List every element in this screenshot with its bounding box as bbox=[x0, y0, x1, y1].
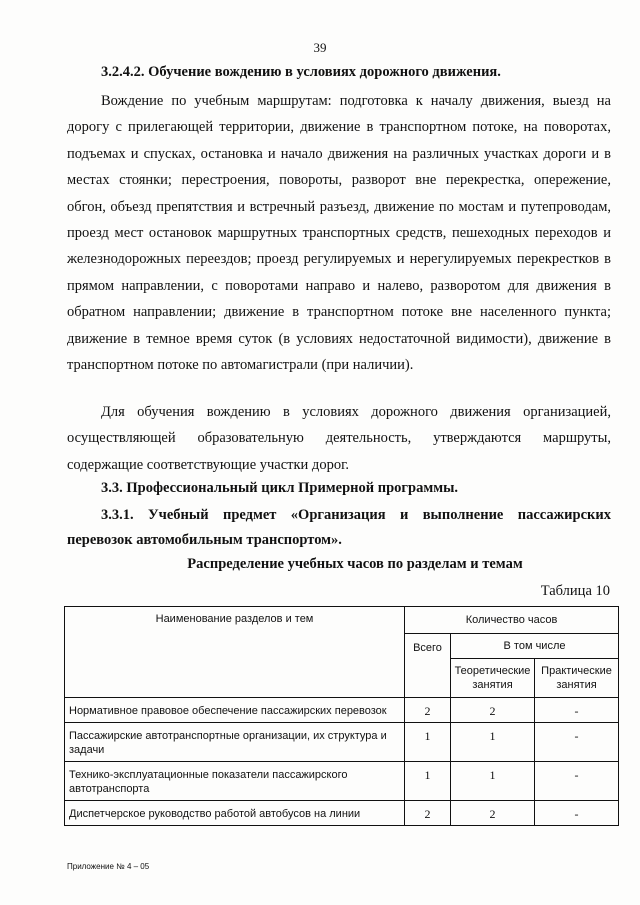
row-total: 1 bbox=[405, 723, 451, 762]
row-name: Пассажирские автотранспортные организации, их структура и задачи bbox=[65, 723, 405, 762]
row-practice: - bbox=[535, 801, 619, 826]
header-including: В том числе bbox=[451, 634, 619, 659]
row-theory: 2 bbox=[451, 698, 535, 723]
paragraph-route-approval: Для обучения вождению в условиях дорожного движения организацией, осуществляющей образовательную деятельность, утверждаются маршруты, содержащие соответствующие участки дорог. bbox=[67, 404, 611, 473]
paragraph-driving-routes: Вождение по учебным маршрутам: подготовка к началу движения, выезд на дорогу с прилегающей территории, движение в транспортном потоке, на поворотах, подъемах и спусках, остановка и начало движения на различных участках дороги и в местах стоянки; перестроения, повороты, разворот вне перекрестка, опережение, обгон, объезд препятствия и встречный разъезд, движение по мостам и путепроводам, проезд мест остановок маршрутных транспортных средств, пешеходных переходов и железнодорожных переездов; проезд регулируемых и нерегулируемых перекрестков в прямом направлении, с поворотами направо и налево, разворотом для движения в обратном направлении; движение в транспортном потоке вне населенного пункта; движение в темное время суток (в условиях недостаточной видимости), движение в транспортном потоке по автомагистрали (при наличии). bbox=[67, 93, 611, 374]
table-row bbox=[65, 801, 619, 826]
table-label: Таблица 10 bbox=[540, 583, 610, 599]
section-3-3-1-heading: 3.3.1. Учебный предмет «Организация и выполнение пассажирских перевозок автомобильным транспортом». bbox=[67, 507, 611, 548]
row-practice: - bbox=[535, 723, 619, 762]
row-total: 2 bbox=[405, 698, 451, 723]
hours-table bbox=[64, 606, 619, 826]
header-total: Всего bbox=[405, 634, 451, 698]
row-practice: - bbox=[535, 698, 619, 723]
header-theory: Теоретические занятия bbox=[451, 659, 535, 698]
header-name: Наименование разделов и тем bbox=[65, 607, 405, 698]
row-name: Технико-эксплуатационные показатели пассажирского автотранспорта bbox=[65, 762, 405, 801]
header-quantity: Количество часов bbox=[405, 607, 619, 634]
row-theory: 1 bbox=[451, 762, 535, 801]
row-name: Диспетчерское руководство работой автобусов на линии bbox=[65, 801, 405, 826]
table-row bbox=[65, 698, 619, 723]
table-row bbox=[65, 723, 619, 762]
row-total: 2 bbox=[405, 801, 451, 826]
row-theory: 2 bbox=[451, 801, 535, 826]
row-name: Нормативное правовое обеспечение пассажирских перевозок bbox=[65, 698, 405, 723]
table-row bbox=[65, 762, 619, 801]
header-practice: Практические занятия bbox=[535, 659, 619, 698]
section-3-3-heading: 3.3. Профессиональный цикл Примерной программы. bbox=[101, 480, 459, 496]
row-theory: 1 bbox=[451, 723, 535, 762]
page-number: 39 bbox=[313, 40, 327, 55]
section-3-2-4-2-heading: 3.2.4.2. Обучение вождению в условиях дорожного движения. bbox=[101, 64, 501, 80]
footer-appendix-label: Приложение № 4 – 05 bbox=[67, 862, 150, 871]
table-caption: Распределение учебных часов по разделам и темам bbox=[187, 556, 523, 572]
row-practice: - bbox=[535, 762, 619, 801]
row-total: 1 bbox=[405, 762, 451, 801]
